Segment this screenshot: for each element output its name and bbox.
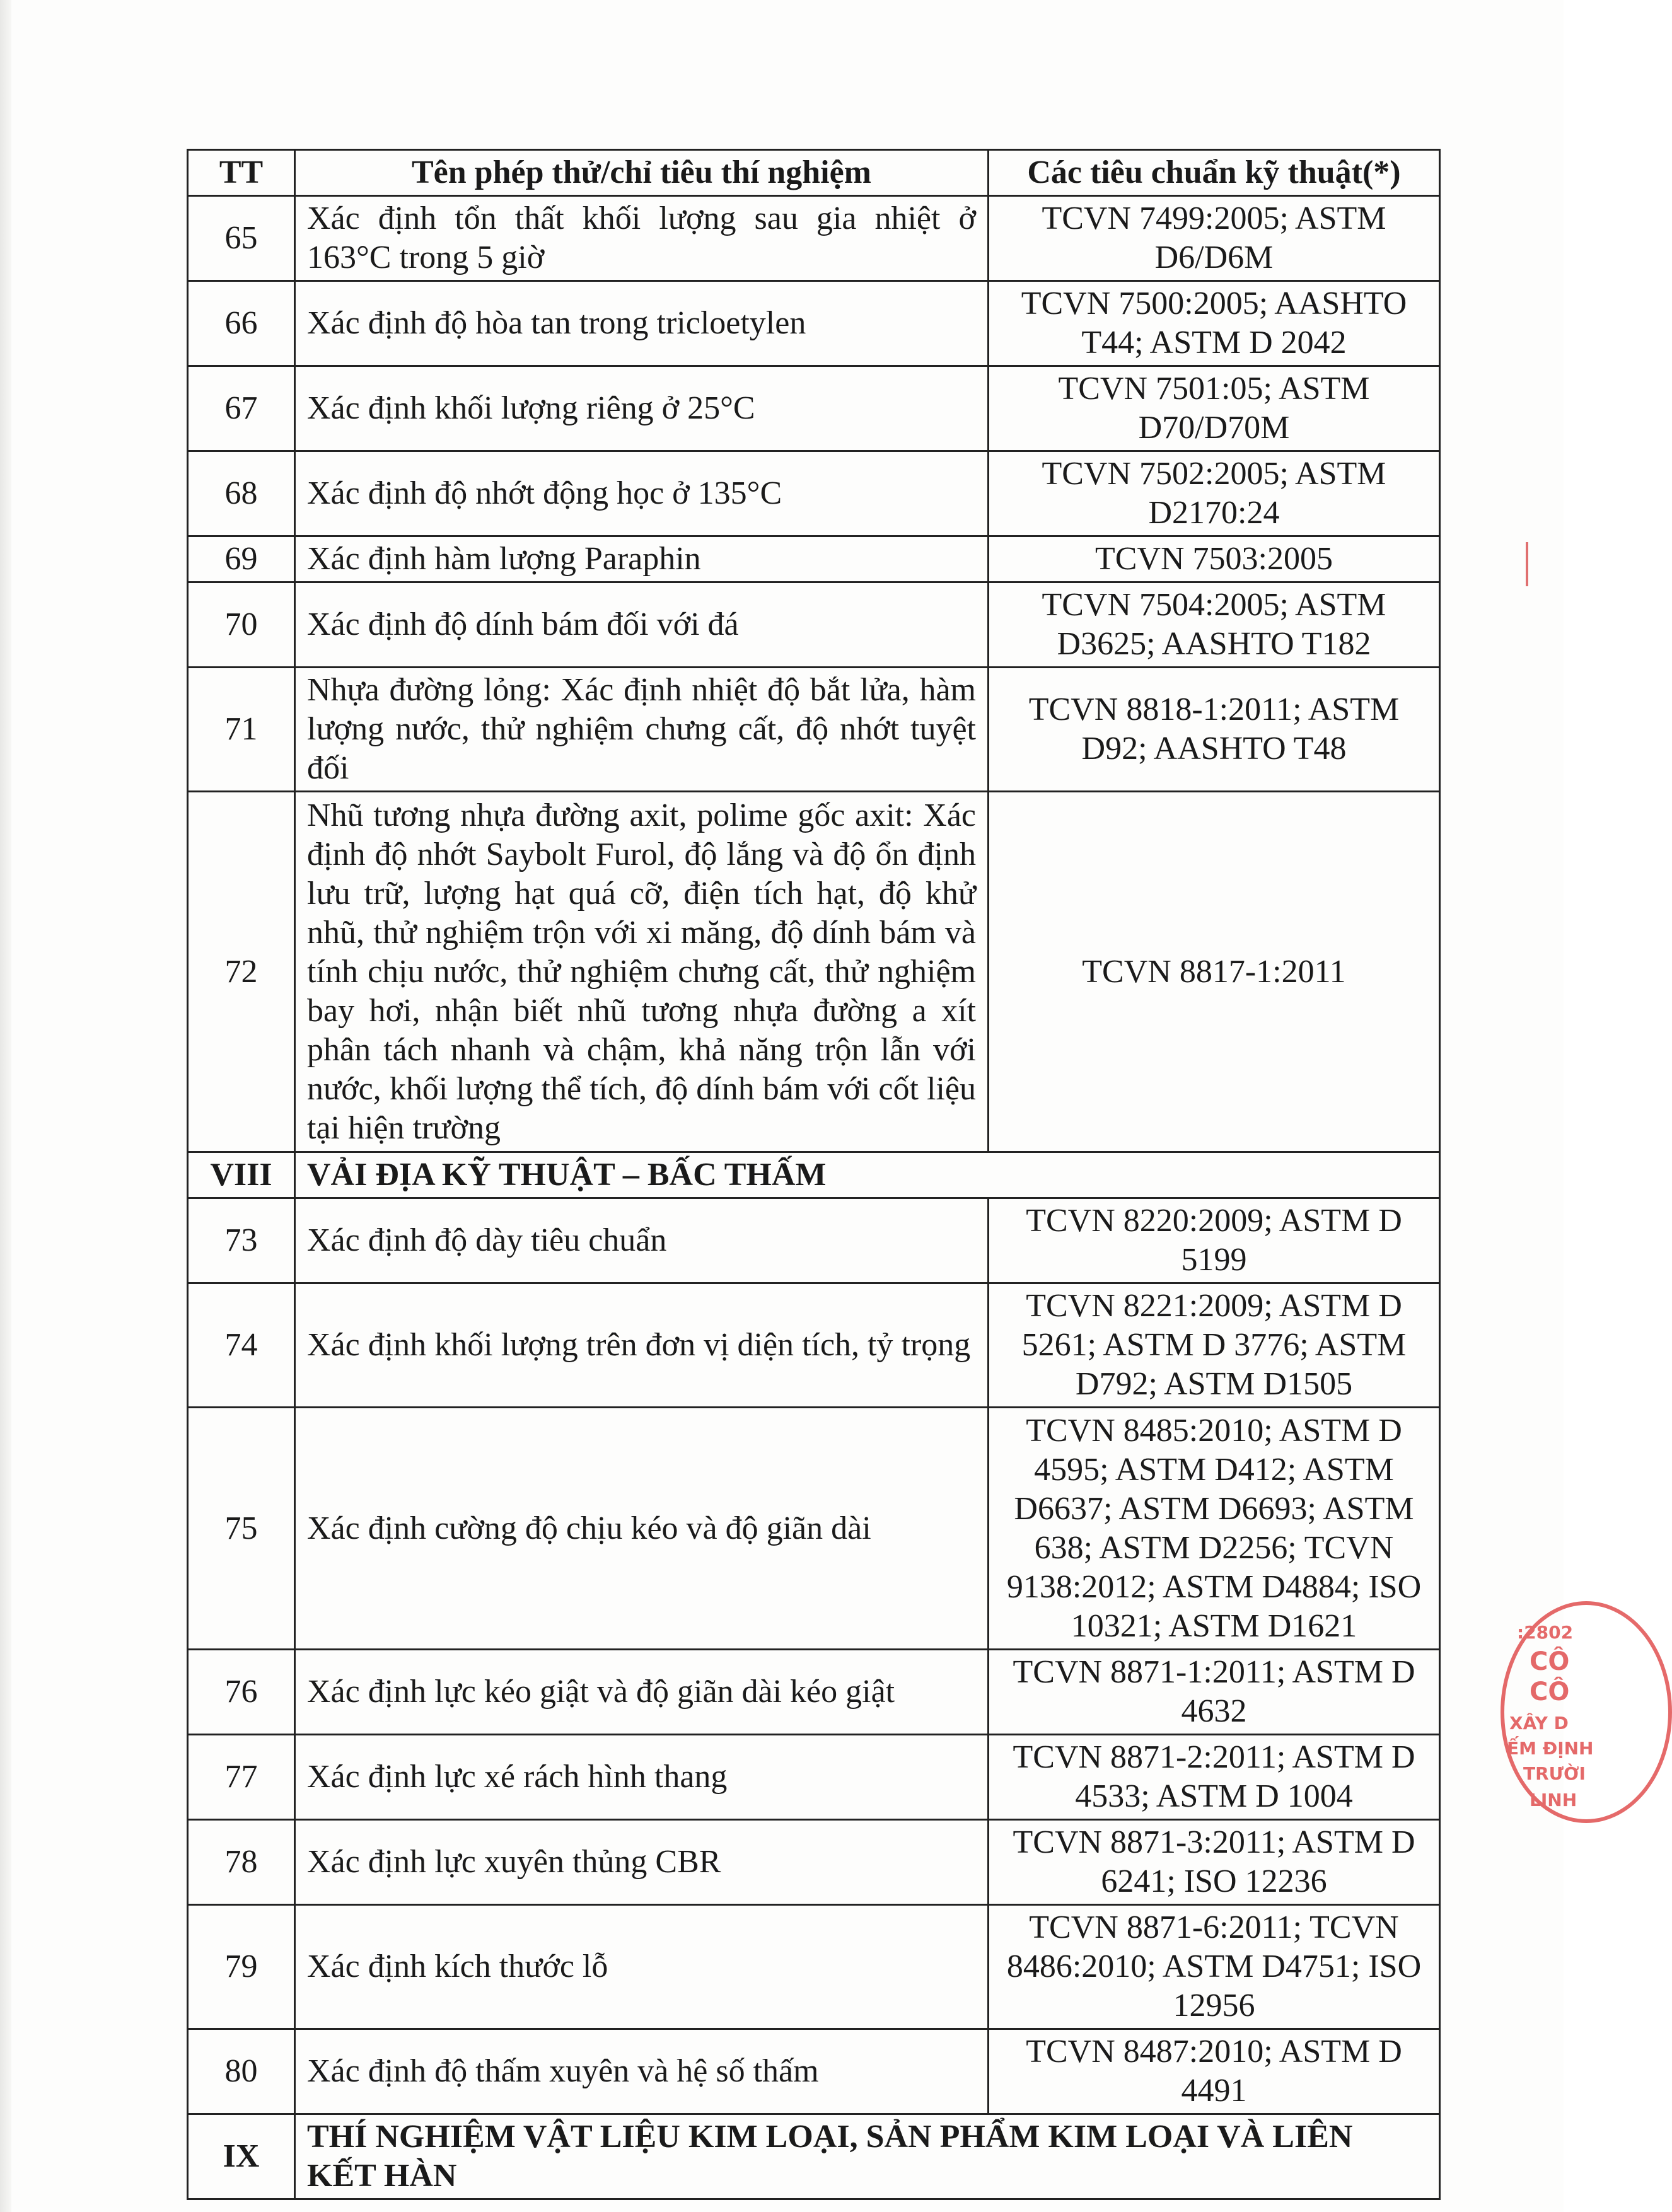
row-number: 70 (188, 582, 295, 668)
row-number: 69 (188, 536, 295, 582)
section-row-ix (188, 2114, 1440, 2199)
header-test-name: Tên phép thử/chỉ tiêu thí nghiệm (295, 150, 989, 196)
table-row (188, 1408, 1440, 1650)
section-number: IX (188, 2114, 295, 2199)
table-row (188, 196, 1440, 281)
standards: TCVN 7503:2005 (989, 536, 1440, 582)
row-number: 66 (188, 281, 295, 366)
standards: TCVN 8817-1:2011 (989, 792, 1440, 1152)
row-number: 79 (188, 1905, 295, 2029)
row-number: 75 (188, 1408, 295, 1650)
row-number: 76 (188, 1650, 295, 1735)
standards: TCVN 8221:2009; ASTM D 5261; ASTM D 3776; ASTM D792; ASTM D1505 (989, 1283, 1440, 1408)
test-name: Xác định tổn thất khối lượng sau gia nhiệt ở 163°C trong 5 giờ (295, 196, 989, 281)
row-number: 72 (188, 792, 295, 1152)
test-name: Xác định lực kéo giật và độ giãn dài kéo giật (295, 1650, 989, 1735)
table-row (188, 1820, 1440, 1905)
standards: TCVN 8871-2:2011; ASTM D 4533; ASTM D 1004 (989, 1735, 1440, 1820)
test-name: Nhũ tương nhựa đường axit, polime gốc axit: Xác định độ nhớt Saybolt Furol, độ lắng và độ ổn định lưu trữ, lượng hạt quá cỡ, điện tích hạt, độ khử nhũ, thử nghiệm trộn với xi măng, độ dính bám và tính chịu nước, thử nghiệm chưng cất, thử nghiệm bay hơi, nhận biết nhũ tương nhựa đường a xít phân tách nhanh và chậm, khả năng trộn lẫn với nước, khối lượng thể tích, độ dính bám với cốt liệu tại hiện trường (295, 792, 989, 1152)
row-number: 77 (188, 1735, 295, 1820)
standards: TCVN 8871-3:2011; ASTM D 6241; ISO 12236 (989, 1820, 1440, 1905)
standards: TCVN 8220:2009; ASTM D 5199 (989, 1198, 1440, 1283)
row-number: 68 (188, 451, 295, 536)
standards: TCVN 8818-1:2011; ASTM D92; AASHTO T48 (989, 668, 1440, 792)
row-number: 78 (188, 1820, 295, 1905)
header-standards: Các tiêu chuẩn kỹ thuật(*) (989, 150, 1440, 196)
stamp-text: :2802 (1517, 1622, 1574, 1643)
test-name: Xác định khối lượng riêng ở 25°C (295, 366, 989, 451)
stamp-text: CÔ (1530, 1647, 1570, 1676)
test-name: Xác định độ thấm xuyên và hệ số thấm (295, 2029, 989, 2114)
test-name: Xác định lực xuyên thủng CBR (295, 1820, 989, 1905)
test-name: Xác định khối lượng trên đơn vị diện tích, tỷ trọng (295, 1283, 989, 1408)
standards: TCVN 7502:2005; ASTM D2170:24 (989, 451, 1440, 536)
table-row (188, 1735, 1440, 1820)
standards: TCVN 7499:2005; ASTM D6/D6M (989, 196, 1440, 281)
standards: TCVN 8485:2010; ASTM D 4595; ASTM D412; ASTM D6637; ASTM D6693; ASTM 638; ASTM D2256; TCVN 9138:2012; ASTM D4884; ISO 10321; ASTM D1621 (989, 1408, 1440, 1650)
table-row (188, 668, 1440, 792)
table-row (188, 1198, 1440, 1283)
test-standards-table (187, 149, 1441, 2200)
test-name: Xác định lực xé rách hình thang (295, 1735, 989, 1820)
stamp-text: LINH (1530, 1790, 1577, 1810)
standards: TCVN 8871-6:2011; TCVN 8486:2010; ASTM D4751; ISO 12956 (989, 1905, 1440, 2029)
red-pen-mark (1526, 542, 1528, 586)
test-name: Xác định độ nhớt động học ở 135°C (295, 451, 989, 536)
stamp-text: XÂY D (1509, 1713, 1569, 1734)
company-stamp (1501, 1601, 1672, 1823)
stamp-text: ẾM ĐỊNH (1507, 1738, 1594, 1759)
standards: TCVN 8487:2010; ASTM D 4491 (989, 2029, 1440, 2114)
table-row (188, 792, 1440, 1152)
table-row (188, 451, 1440, 536)
test-name: Nhựa đường lỏng: Xác định nhiệt độ bắt lửa, hàm lượng nước, thử nghiệm chưng cất, độ nhớt tuyệt đối (295, 668, 989, 792)
table-row (188, 366, 1440, 451)
table-row (188, 1905, 1440, 2029)
standards: TCVN 7504:2005; ASTM D3625; AASHTO T182 (989, 582, 1440, 668)
section-title: THÍ NGHIỆM VẬT LIỆU KIM LOẠI, SẢN PHẨM KIM LOẠI VÀ LIÊN KẾT HÀN (295, 2114, 1440, 2199)
row-number: 65 (188, 196, 295, 281)
test-name: Xác định độ hòa tan trong tricloetylen (295, 281, 989, 366)
table-header-row (188, 150, 1440, 196)
row-number: 71 (188, 668, 295, 792)
section-number: VIII (188, 1152, 295, 1198)
standards: TCVN 7500:2005; AASHTO T44; ASTM D 2042 (989, 281, 1440, 366)
header-tt: TT (188, 150, 295, 196)
stamp-text: TRƯỜI (1523, 1763, 1586, 1784)
table-row (188, 1283, 1440, 1408)
stamp-text: CÔ (1530, 1677, 1570, 1706)
table-row (188, 1650, 1440, 1735)
table-row (188, 582, 1440, 668)
test-name: Xác định độ dính bám đối với đá (295, 582, 989, 668)
table-row (188, 2029, 1440, 2114)
standards: TCVN 7501:05; ASTM D70/D70M (989, 366, 1440, 451)
test-name: Xác định kích thước lỗ (295, 1905, 989, 2029)
section-title: VẢI ĐỊA KỸ THUẬT – BẤC THẤM (295, 1152, 1440, 1198)
test-name: Xác định cường độ chịu kéo và độ giãn dài (295, 1408, 989, 1650)
table-row (188, 281, 1440, 366)
row-number: 80 (188, 2029, 295, 2114)
row-number: 74 (188, 1283, 295, 1408)
test-name: Xác định hàm lượng Paraphin (295, 536, 989, 582)
standards: TCVN 8871-1:2011; ASTM D 4632 (989, 1650, 1440, 1735)
table-row (188, 536, 1440, 582)
row-number: 73 (188, 1198, 295, 1283)
scan-edge (0, 0, 11, 2212)
section-row-viii (188, 1152, 1440, 1198)
row-number: 67 (188, 366, 295, 451)
test-name: Xác định độ dày tiêu chuẩn (295, 1198, 989, 1283)
